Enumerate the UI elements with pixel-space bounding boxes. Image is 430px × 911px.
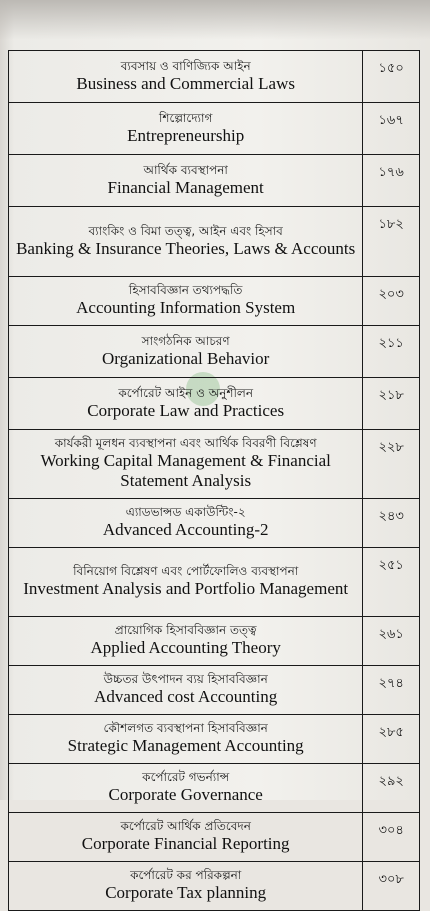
entry-title-english: Financial Management <box>107 177 264 197</box>
entry-page-number: ২৯২ <box>363 764 420 813</box>
page-shadow <box>0 0 430 40</box>
entry-title-english: Applied Accounting Theory <box>90 638 281 657</box>
entry-title-english: Advanced cost Accounting <box>94 687 278 706</box>
table-row <box>9 548 420 617</box>
table-row <box>9 277 420 326</box>
entry-page-number: ২০৩ <box>363 277 420 326</box>
entry-title-cell <box>9 103 363 155</box>
entry-title-bengali: কর্পোরেট আইন ও অনুশীলন <box>118 385 254 400</box>
entry-title-cell <box>9 764 363 813</box>
entry-title-bengali: কৌশলগত ব্যবস্থাপনা হিসাববিজ্ঞান <box>103 721 268 735</box>
entry-page-number: ২১১ <box>363 326 420 378</box>
entry-title-english: Investment Analysis and Portfolio Management <box>23 579 349 598</box>
entry-title-bengali: হিসাববিজ্ঞান তথ্যপদ্ধতি <box>128 283 243 297</box>
entry-title-cell <box>9 548 363 617</box>
table-row <box>9 764 420 813</box>
entry-title-english: Accounting Information System <box>76 298 296 317</box>
entry-page-number: ৩০৪ <box>363 813 420 862</box>
table-row <box>9 103 420 155</box>
entry-page-number: ১৭৬ <box>363 155 420 207</box>
entry-title-bengali: কর্পোরেট আর্থিক প্রতিবেদন <box>120 819 251 833</box>
entry-title-english: Organizational Behavior <box>102 348 270 368</box>
entry-title-bengali: সাংগঠনিক আচরণ <box>141 333 230 348</box>
table-of-contents <box>8 50 420 911</box>
entry-title-cell <box>9 51 363 103</box>
entry-title-english: Advanced Accounting-2 <box>102 520 269 539</box>
entry-page-number: ২৮৫ <box>363 715 420 764</box>
entry-title-bengali: ব্যবসায় ও বাণিজ্যিক আইন <box>120 58 251 73</box>
entry-title-cell <box>9 277 363 326</box>
entry-title-cell <box>9 378 363 430</box>
entry-title-cell <box>9 207 363 277</box>
entry-title-cell <box>9 326 363 378</box>
entry-page-number: ১৫০ <box>363 51 420 103</box>
entry-title-bengali: আর্থিক ব্যবস্থাপনা <box>143 162 228 177</box>
entry-title-cell <box>9 862 363 911</box>
table-row <box>9 155 420 207</box>
entry-title-cell <box>9 715 363 764</box>
table-row <box>9 715 420 764</box>
entry-title-english: Corporate Governance <box>108 785 263 804</box>
table-row <box>9 499 420 548</box>
entry-title-bengali: শিল্পোদ্যোগ <box>158 110 213 125</box>
table-row <box>9 617 420 666</box>
entry-title-english: Corporate Law and Practices <box>87 400 285 420</box>
table-row <box>9 862 420 911</box>
entry-title-bengali: ব্যাংকিং ও বিমা তত্ত্ব, আইন এবং হিসাব <box>88 223 283 238</box>
entry-page-number: ২২৮ <box>363 430 420 499</box>
entry-title-english: Strategic Management Accounting <box>67 736 304 755</box>
table-row <box>9 51 420 103</box>
entry-page-number: ১৬৭ <box>363 103 420 155</box>
entry-title-english: Business and Commercial Laws <box>76 73 295 93</box>
entry-title-cell <box>9 430 363 499</box>
entry-title-bengali: বিনিয়োগ বিশ্লেষণ এবং পোর্টফোলিও ব্যবস্থাপনা <box>73 564 299 578</box>
table-row <box>9 666 420 715</box>
entry-title-bengali: প্রায়োগিক হিসাববিজ্ঞান তত্ত্ব <box>114 623 257 637</box>
entry-title-bengali: কার্যকরী মূলধন ব্যবস্থাপনা এবং আর্থিক বিবরণী বিশ্লেষণ <box>54 436 317 450</box>
entry-title-english: Entrepreneurship <box>127 125 245 145</box>
entry-title-cell <box>9 666 363 715</box>
entry-title-bengali: এ্যাডভান্সড একাউন্টিং-২ <box>125 505 246 519</box>
entry-page-number: ১৮২ <box>363 207 420 277</box>
entry-page-number: ২৫১ <box>363 548 420 617</box>
entry-title-cell <box>9 155 363 207</box>
entry-title-bengali: কর্পোরেট কর পরিকল্পনা <box>130 868 242 882</box>
entry-page-number: ২৪৩ <box>363 499 420 548</box>
entry-title-cell <box>9 813 363 862</box>
entry-page-number: ২৭৪ <box>363 666 420 715</box>
table-row <box>9 207 420 277</box>
entry-title-english: Banking & Insurance Theories, Laws & Accounts <box>16 238 356 258</box>
table-row <box>9 430 420 499</box>
entry-page-number: ২১৮ <box>363 378 420 430</box>
table-row <box>9 378 420 430</box>
table-row <box>9 326 420 378</box>
entry-title-cell <box>9 499 363 548</box>
entry-page-number: ৩০৮ <box>363 862 420 911</box>
table-row <box>9 813 420 862</box>
entry-title-english: Corporate Financial Reporting <box>81 834 290 853</box>
entry-title-cell <box>9 617 363 666</box>
entry-page-number: ২৬১ <box>363 617 420 666</box>
entry-title-english: Corporate Tax planning <box>105 883 267 902</box>
entry-title-bengali: কর্পোরেট গভর্ন্যান্স <box>142 770 230 784</box>
entry-title-bengali: উচ্চতর উৎপাদন ব্যয় হিসাববিজ্ঞান <box>103 672 268 686</box>
entry-title-english: Working Capital Management & Financial Statement Analysis <box>40 451 331 490</box>
